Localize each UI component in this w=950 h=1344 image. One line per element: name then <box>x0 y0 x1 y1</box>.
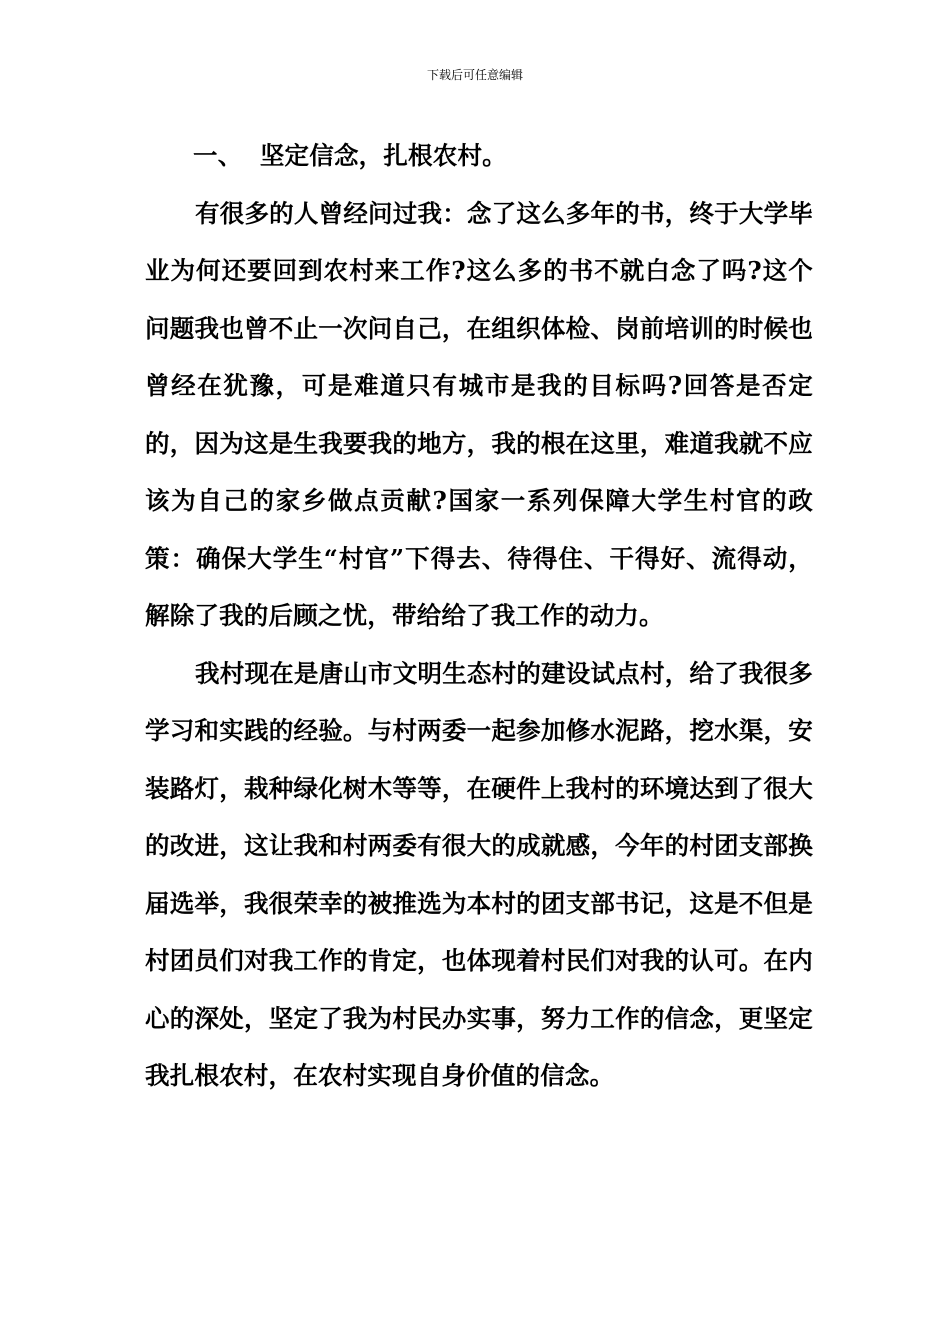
document-body <box>145 127 813 1105</box>
section-heading: 一、 坚定信念，扎根农村。 <box>193 141 507 170</box>
paragraph-2: 我村现在是唐山市文明生态村的建设试点村，给了我很多学习和实践的经验。与村两委一起参加修水泥路，挖水渠，安装路灯，栽种绿化树木等等，在硬件上我村的环境达到了很大的改进，这让我和村两委有很大的成就感，今年的村团支部换届选举，我很荣幸的被推选为本村的团支部书记，这是不但是村团员们对我工作的肯定，也体现着村民们对我的认可。在内心的深处，坚定了我为村民办实事，努力工作的信念，更坚定我扎根农村，在农村实现自身价值的信念。 <box>145 658 813 1090</box>
header-note: 下载后可任意编辑 <box>426 68 523 82</box>
paragraph-1: 有很多的人曾经问过我：念了这么多年的书，终于大学毕业为何还要回到农村来工作?这么多的书不就白念了吗?这个问题我也曾不止一次问自己，在组织体检、岗前培训的时候也曾经在犹豫，可是难道只有城市是我的目标吗?回答是否定的，因为这是生我要我的地方，我的根在这里，难道我就不应该为自己的家乡做点贡献?国家一系列保障大学生村官的政策：确保大学生“村官”下得去、待得住、干得好、流得动，解除了我的后顾之忧，带给给了我工作的动力。 <box>145 198 813 630</box>
